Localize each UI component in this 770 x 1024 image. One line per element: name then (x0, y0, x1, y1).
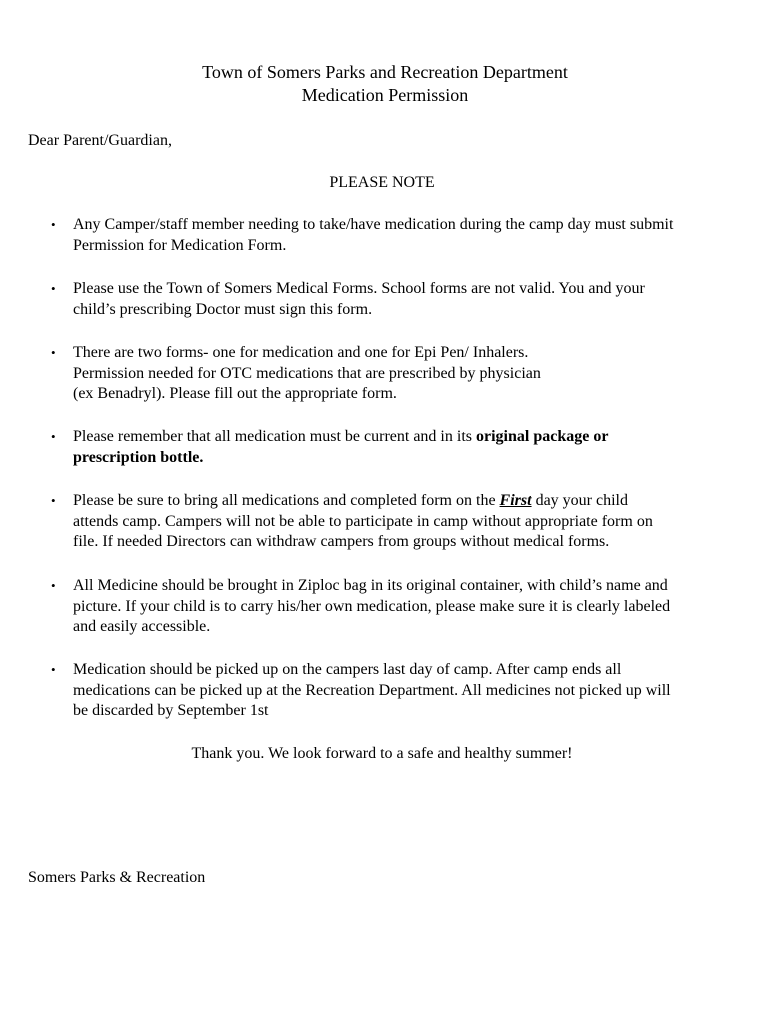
note-heading: PLEASE NOTE (329, 174, 435, 191)
bullet-icon: • (51, 662, 56, 677)
bullet-text-emphasis: First (499, 492, 532, 509)
bullet-text: child’s prescribing Doctor must sign this form. (73, 300, 373, 318)
bullet-text: medications can be picked up at the Recreation Department. All medicines not picked up will (73, 681, 671, 699)
bullet-icon: • (51, 281, 56, 296)
bullet-text (73, 491, 743, 512)
bullet-text: and easily accessible. (73, 618, 211, 636)
bullet-text: Please use the Town of Somers Medical Forms. School forms are not valid. You and your (73, 280, 645, 297)
signature: Somers Parks & Recreation (28, 869, 206, 886)
list-item (51, 215, 743, 256)
list-item (51, 491, 743, 553)
bullet-text: (ex Benadryl). Please fill out the appropriate form. (73, 385, 397, 403)
greeting: Dear Parent/Guardian, (28, 132, 172, 149)
list-item (51, 279, 743, 320)
bullet-text: be discarded by September 1st (73, 702, 269, 720)
bullet-text: There are two forms- one for medication and one for Epi Pen/ Inhalers. (73, 344, 529, 361)
bullet-icon: • (51, 345, 56, 360)
closing-message: Thank you. We look forward to a safe and healthy summer! (191, 745, 573, 762)
bullet-text-plain: Please be sure to bring all medications and completed form on the (73, 492, 500, 509)
bullet-text: picture. If your child is to carry his/her own medication, please make sure it is clearly labeled (73, 597, 671, 615)
bullet-text: Permission needed for OTC medications that are prescribed by physician (73, 364, 541, 382)
list-item (51, 427, 743, 468)
bullet-text: All Medicine should be brought in Ziploc bag in its original container, with child’s name and (73, 577, 668, 594)
bullet-text: Any Camper/staff member needing to take/have medication during the camp day must submit (73, 216, 674, 233)
list-item (51, 576, 743, 638)
bullet-icon: • (51, 217, 56, 232)
bullet-text: Permission for Medication Form. (73, 236, 287, 254)
bullet-icon: • (51, 578, 56, 593)
bullet-text (73, 427, 743, 448)
bullet-icon: • (51, 493, 56, 508)
bullet-icon: • (51, 429, 56, 444)
bullet-text-bold: prescription bottle. (73, 448, 204, 466)
bullet-text-plain: Please remember that all medication must be current and in its (73, 428, 476, 445)
bullet-text: Medication should be picked up on the campers last day of camp. After camp ends all (73, 661, 622, 678)
document-subtitle: Medication Permission (301, 85, 469, 105)
bullet-text-plain: day your child (531, 492, 628, 509)
bullet-text-bold: original package or (475, 428, 609, 445)
list-item (51, 660, 743, 722)
list-item (51, 343, 743, 405)
bullet-text: attends camp. Campers will not be able to participate in camp without appropriate form on (73, 512, 653, 530)
bullet-text: file. If needed Directors can withdraw campers from groups without medical forms. (73, 533, 610, 551)
document-title: Town of Somers Parks and Recreation Department (202, 62, 568, 82)
